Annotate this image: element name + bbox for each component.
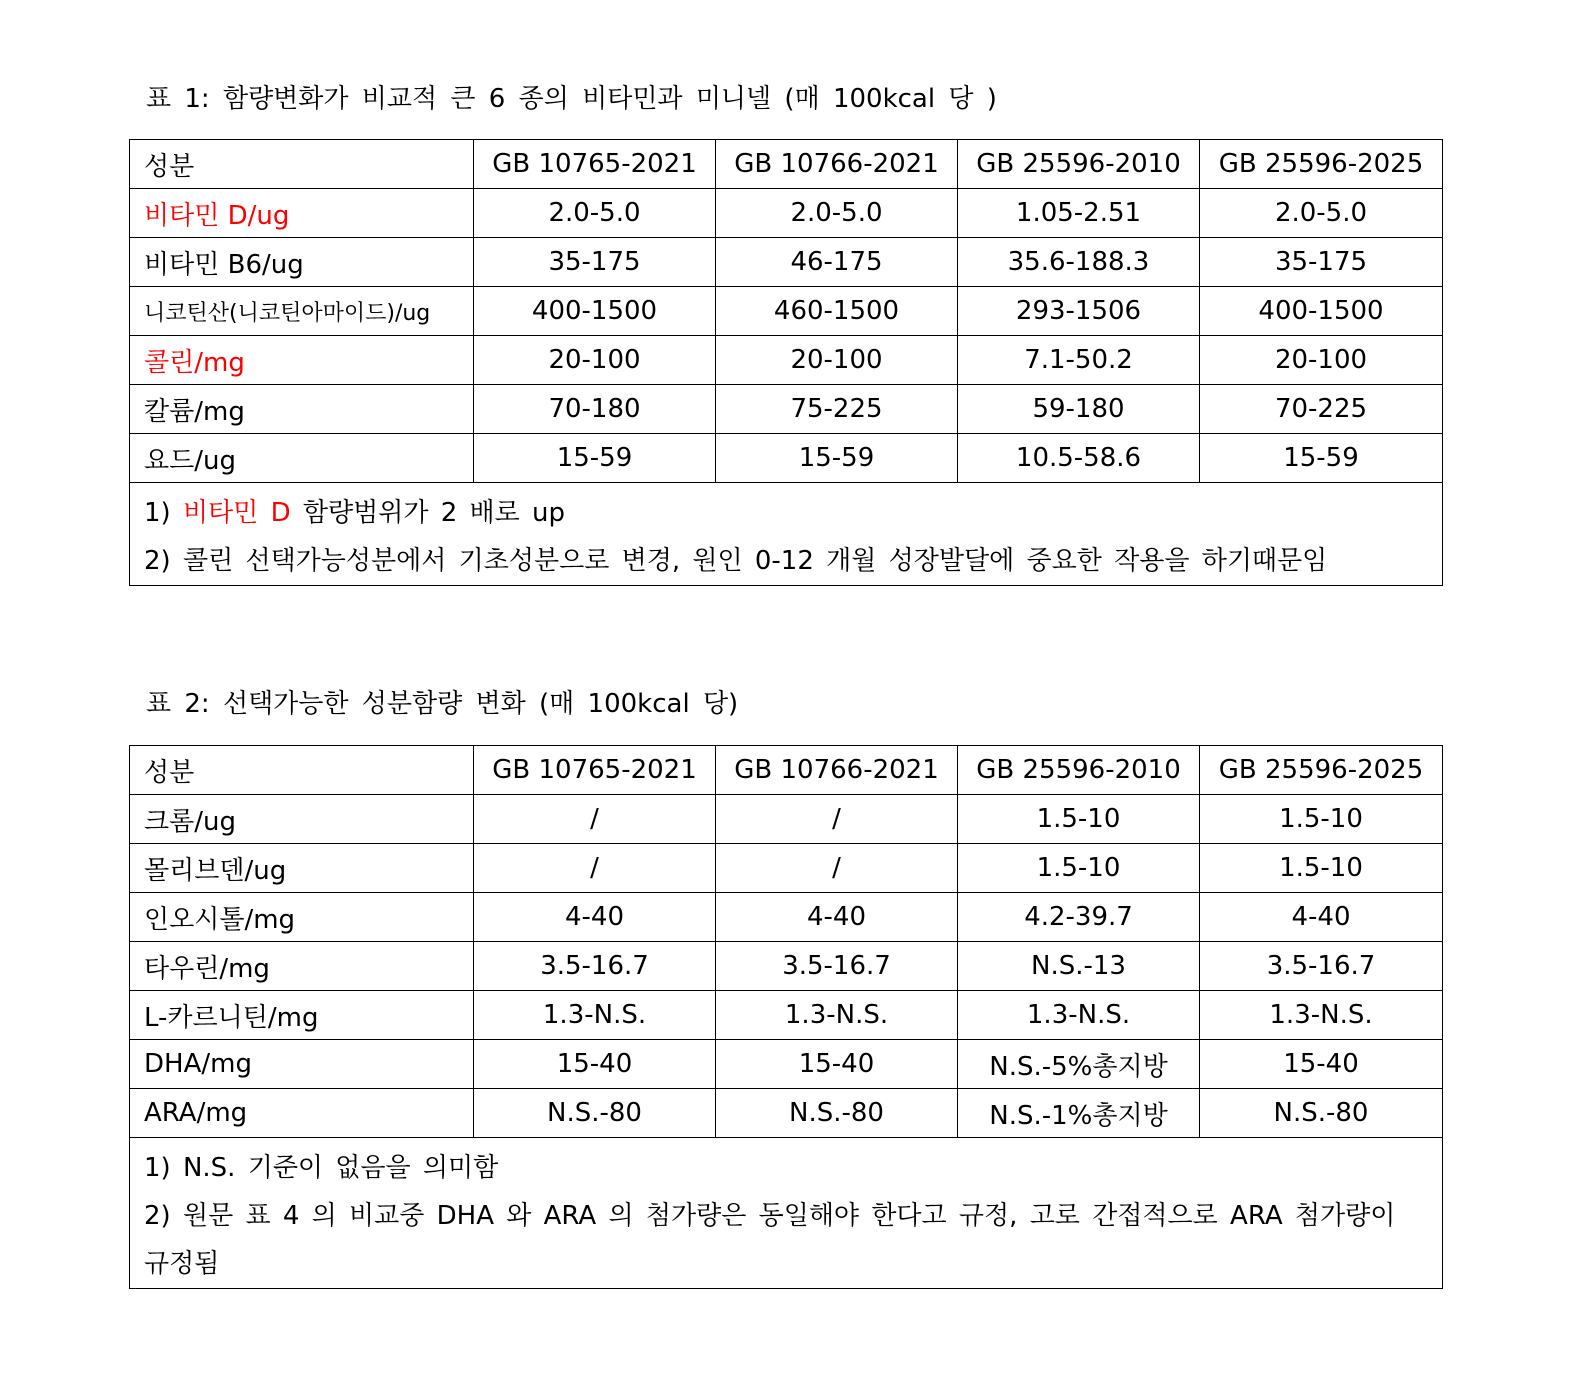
table-cell: N.S.-13 [958, 942, 1200, 991]
row-name-potassium: 칼륨/mg [130, 385, 474, 434]
table2-note-1: 1) N.S. 기준이 없음을 의미함 [144, 1153, 499, 1183]
table-cell: 15-59 [716, 434, 958, 483]
row-name-dha: DHA/mg [130, 1040, 474, 1089]
table-row [130, 1040, 1443, 1089]
table1 [129, 139, 1443, 586]
table2-notes-row [130, 1138, 1443, 1289]
table-row [130, 942, 1443, 991]
table-cell: / [474, 795, 716, 844]
row-name-inositol: 인오시톨/mg [130, 893, 474, 942]
table-cell: N.S.-80 [474, 1089, 716, 1138]
table-cell: 1.3-N.S. [1200, 991, 1443, 1040]
row-name-nicotinic-acid: 니코틴산(니코틴아마이드)/ug [130, 287, 474, 336]
row-name-choline: 콜린/mg [130, 336, 474, 385]
table1-header-gb10765: GB 10765-2021 [474, 140, 716, 189]
table-cell: N.S.-5%총지방 [958, 1040, 1200, 1089]
table1-header-row [130, 140, 1443, 189]
table-cell: 35.6-188.3 [958, 238, 1200, 287]
table2 [129, 745, 1443, 1289]
table2-header-ingredient: 성분 [130, 746, 474, 795]
table-cell: 46-175 [716, 238, 958, 287]
note1-highlight: 비타민 D [182, 498, 291, 528]
table-cell: 1.5-10 [1200, 844, 1443, 893]
table-cell: 75-225 [716, 385, 958, 434]
row-name-ara: ARA/mg [130, 1089, 474, 1138]
table1-header-gb25596-2010: GB 25596-2010 [958, 140, 1200, 189]
table1-caption: 표 1: 함량변화가 비교적 큰 6 종의 비타민과 미니넬 (매 100kcal 당 ) [146, 84, 997, 114]
table1-note-1 [144, 489, 1428, 537]
table-cell: 1.5-10 [958, 844, 1200, 893]
table-cell: 2.0-5.0 [716, 189, 958, 238]
table-cell: / [716, 844, 958, 893]
table1-header-gb25596-2025: GB 25596-2025 [1200, 140, 1443, 189]
table-cell: 15-59 [474, 434, 716, 483]
table-row [130, 1089, 1443, 1138]
table-cell: 1.3-N.S. [716, 991, 958, 1040]
table-cell: 1.3-N.S. [958, 991, 1200, 1040]
table-cell: 1.5-10 [958, 795, 1200, 844]
table-row [130, 287, 1443, 336]
table-cell: 70-180 [474, 385, 716, 434]
table-cell: / [474, 844, 716, 893]
table-row [130, 795, 1443, 844]
row-name-taurine: 타우린/mg [130, 942, 474, 991]
table-row [130, 385, 1443, 434]
table-row [130, 238, 1443, 287]
table-cell: 400-1500 [474, 287, 716, 336]
table-cell: 2.0-5.0 [474, 189, 716, 238]
row-name-iodine: 요드/ug [130, 434, 474, 483]
table1-header-gb10766: GB 10766-2021 [716, 140, 958, 189]
table-cell: 10.5-58.6 [958, 434, 1200, 483]
row-name-chromium: 크롬/ug [130, 795, 474, 844]
table-cell: 70-225 [1200, 385, 1443, 434]
table-row [130, 434, 1443, 483]
table-cell: 4.2-39.7 [958, 893, 1200, 942]
note1-rest: 함량범위가 2 배로 up [302, 498, 565, 528]
row-name-l-carnitine: L-카르니틴/mg [130, 991, 474, 1040]
table-cell: 35-175 [474, 238, 716, 287]
table-cell: 3.5-16.7 [716, 942, 958, 991]
table2-header-gb25596-2025: GB 25596-2025 [1200, 746, 1443, 795]
table2-header-gb25596-2010: GB 25596-2010 [958, 746, 1200, 795]
table-cell: 460-1500 [716, 287, 958, 336]
table-cell: 4-40 [474, 893, 716, 942]
table-row [130, 991, 1443, 1040]
table-cell: 7.1-50.2 [958, 336, 1200, 385]
table2-note-2: 2) 원문 표 4 의 비교중 DHA 와 ARA 의 첨가량은 동일해야 한다고 규정, 고로 간접적으로 ARA 첨가량이 규정됨 [144, 1201, 1396, 1279]
table-row [130, 844, 1443, 893]
table-cell: 1.5-10 [1200, 795, 1443, 844]
table-cell: 3.5-16.7 [474, 942, 716, 991]
table-cell: 15-40 [716, 1040, 958, 1089]
table1-notes-row [130, 483, 1443, 586]
table2-header-gb10766: GB 10766-2021 [716, 746, 958, 795]
row-name-molybdenum: 몰리브덴/ug [130, 844, 474, 893]
table-cell: 3.5-16.7 [1200, 942, 1443, 991]
table2-header-row [130, 746, 1443, 795]
table-cell: 20-100 [474, 336, 716, 385]
table-row [130, 336, 1443, 385]
table1-notes [130, 483, 1443, 586]
table-cell: 20-100 [716, 336, 958, 385]
table-cell: 4-40 [716, 893, 958, 942]
table-cell: 293-1506 [958, 287, 1200, 336]
table-cell: 59-180 [958, 385, 1200, 434]
table-cell: 400-1500 [1200, 287, 1443, 336]
table-cell: 15-59 [1200, 434, 1443, 483]
table-cell: 20-100 [1200, 336, 1443, 385]
table1-header-ingredient: 성분 [130, 140, 474, 189]
table-cell: 1.3-N.S. [474, 991, 716, 1040]
note1-prefix: 1) [144, 498, 171, 528]
table2-notes [130, 1138, 1443, 1289]
row-name-vitamin-b6: 비타민 B6/ug [130, 238, 474, 287]
row-name-vitamin-d: 비타민 D/ug [130, 189, 474, 238]
table-cell: N.S.-1%총지방 [958, 1089, 1200, 1138]
table-cell: 15-40 [1200, 1040, 1443, 1089]
table-cell: N.S.-80 [716, 1089, 958, 1138]
table-cell: 35-175 [1200, 238, 1443, 287]
table2-header-gb10765: GB 10765-2021 [474, 746, 716, 795]
table-row [130, 189, 1443, 238]
table-cell: 1.05-2.51 [958, 189, 1200, 238]
table-cell: 15-40 [474, 1040, 716, 1089]
table-cell: 2.0-5.0 [1200, 189, 1443, 238]
table1-note-2: 2) 콜린 선택가능성분에서 기초성분으로 변경, 원인 0-12 개월 성장발달에 중요한 작용을 하기때문임 [144, 546, 1328, 576]
table2-caption: 표 2: 선택가능한 성분함량 변화 (매 100kcal 당) [146, 689, 739, 719]
table-cell: N.S.-80 [1200, 1089, 1443, 1138]
table-row [130, 893, 1443, 942]
table-cell: / [716, 795, 958, 844]
table-cell: 4-40 [1200, 893, 1443, 942]
